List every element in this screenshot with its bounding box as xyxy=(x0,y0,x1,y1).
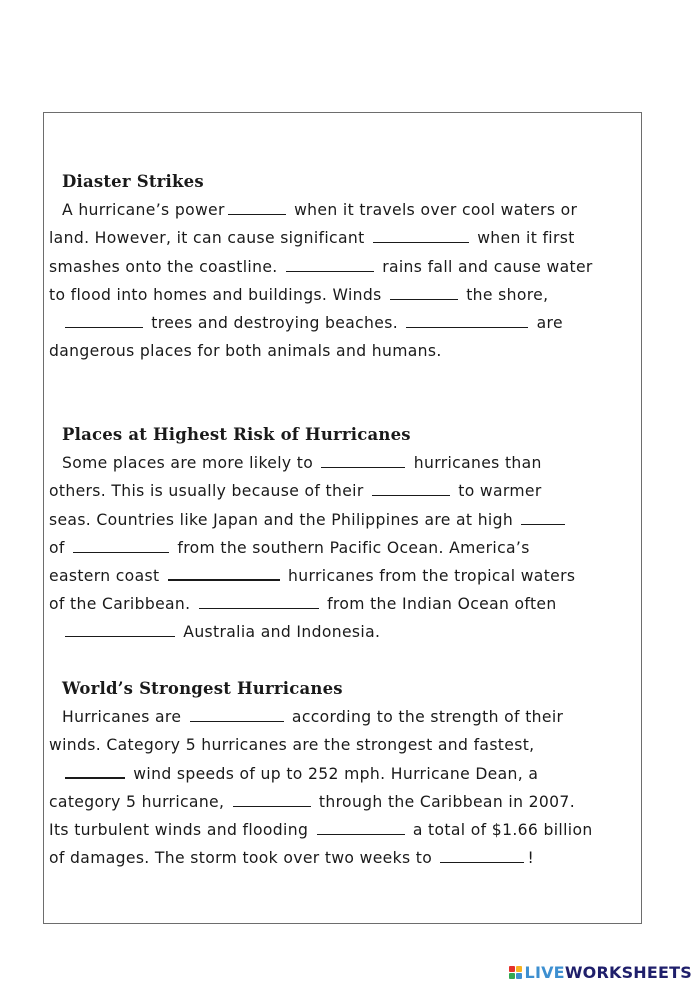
text-line xyxy=(49,477,639,505)
fill-in-blank[interactable] xyxy=(373,228,469,243)
text-line xyxy=(49,844,639,872)
fill-in-blank[interactable] xyxy=(372,481,450,496)
brand-worksheets: WORKSHEETS xyxy=(564,963,692,982)
text-fragment: a total of $1.66 billion xyxy=(407,821,593,840)
text-fragment: Its turbulent winds and flooding xyxy=(49,821,314,840)
section-s3 xyxy=(49,675,639,872)
text-line xyxy=(49,590,639,618)
text-fragment: Hurricanes are xyxy=(62,708,187,727)
fill-in-blank[interactable] xyxy=(286,257,374,272)
text-fragment: the shore, xyxy=(460,285,549,304)
fill-in-blank[interactable] xyxy=(65,313,143,328)
text-fragment: hurricanes from the tropical waters xyxy=(282,567,576,586)
text-line xyxy=(49,816,639,844)
text-fragment: through the Caribbean in 2007. xyxy=(313,792,575,811)
text-line xyxy=(49,788,639,816)
fill-in-blank[interactable] xyxy=(190,707,284,722)
text-fragment: others. This is usually because of their xyxy=(49,482,369,501)
text-fragment: wind speeds of up to 252 mph. Hurricane Dean, a xyxy=(128,764,539,783)
text-line xyxy=(49,562,639,590)
text-line xyxy=(49,534,639,562)
text-line xyxy=(49,253,639,281)
fill-in-blank[interactable] xyxy=(406,313,528,328)
logo-square-blue xyxy=(516,973,522,979)
fill-in-blank[interactable] xyxy=(317,820,405,835)
section-heading: Places at Highest Risk of Hurricanes xyxy=(62,425,411,444)
text-line xyxy=(49,506,639,534)
text-fragment: of xyxy=(49,538,71,557)
fill-in-blank[interactable] xyxy=(521,510,565,525)
fill-in-blank[interactable] xyxy=(73,538,169,553)
text-fragment: of the Caribbean. xyxy=(49,595,196,614)
liveworksheets-logo xyxy=(509,963,692,982)
text-fragment: when it first xyxy=(471,229,575,248)
text-fragment: Australia and Indonesia. xyxy=(178,623,381,642)
text-fragment: of damages. The storm took over two weeks to xyxy=(49,849,438,868)
text-fragment: land. However, it can cause significant xyxy=(49,229,370,248)
text-fragment: trees and destroying beaches. xyxy=(146,314,404,333)
fill-in-blank[interactable] xyxy=(199,594,319,609)
fill-in-blank[interactable] xyxy=(168,565,280,581)
text-line xyxy=(49,760,639,788)
text-fragment: smashes onto the coastline. xyxy=(49,257,283,276)
brand-live: LIVE xyxy=(524,963,565,982)
text-fragment: category 5 hurricane, xyxy=(49,792,230,811)
text-fragment: from the southern Pacific Ocean. America’s xyxy=(172,538,530,557)
text-fragment: from the Indian Ocean often xyxy=(321,595,557,614)
text-line xyxy=(49,281,639,309)
liveworksheets-logo-icon xyxy=(509,966,522,979)
text-line xyxy=(49,703,639,731)
text-fragment: eastern coast xyxy=(49,567,165,586)
text-fragment: dangerous places for both animals and humans. xyxy=(49,342,442,361)
text-fragment: winds. Category 5 hurricanes are the strongest and fastest, xyxy=(49,736,535,755)
text-line xyxy=(49,337,639,365)
logo-square-green xyxy=(509,973,515,979)
text-fragment: seas. Countries like Japan and the Philippines are at high xyxy=(49,510,519,529)
fill-in-blank[interactable] xyxy=(65,622,175,637)
fill-in-blank[interactable] xyxy=(440,848,524,863)
text-fragment: Some places are more likely to xyxy=(62,454,319,473)
text-fragment: A hurricane’s power xyxy=(62,201,225,220)
logo-square-yellow xyxy=(516,966,522,972)
text-fragment: to warmer xyxy=(452,482,542,501)
fill-in-blank[interactable] xyxy=(390,285,458,300)
liveworksheets-wordmark xyxy=(525,963,692,982)
text-fragment: to flood into homes and buildings. Winds xyxy=(49,285,387,304)
section-heading: Diaster Strikes xyxy=(62,172,204,191)
text-line xyxy=(49,196,639,224)
section-s1 xyxy=(49,168,639,365)
fill-in-blank[interactable] xyxy=(233,792,311,807)
section-s2 xyxy=(49,421,639,647)
section-heading: World’s Strongest Hurricanes xyxy=(62,679,343,698)
fill-in-blank[interactable] xyxy=(321,453,405,468)
text-line xyxy=(49,309,639,337)
text-fragment: are xyxy=(531,314,563,333)
text-line xyxy=(49,224,639,252)
text-fragment: hurricanes than xyxy=(408,454,542,473)
text-line xyxy=(49,449,639,477)
text-fragment: according to the strength of their xyxy=(286,708,564,727)
fill-in-blank[interactable] xyxy=(65,763,125,779)
logo-square-red xyxy=(509,966,515,972)
fill-in-blank[interactable] xyxy=(228,200,286,215)
text-line xyxy=(49,731,639,759)
text-fragment: when it travels over cool waters or xyxy=(288,201,578,220)
text-fragment: ! xyxy=(527,849,535,868)
text-fragment: rains fall and cause water xyxy=(376,257,593,276)
text-line xyxy=(49,618,639,646)
